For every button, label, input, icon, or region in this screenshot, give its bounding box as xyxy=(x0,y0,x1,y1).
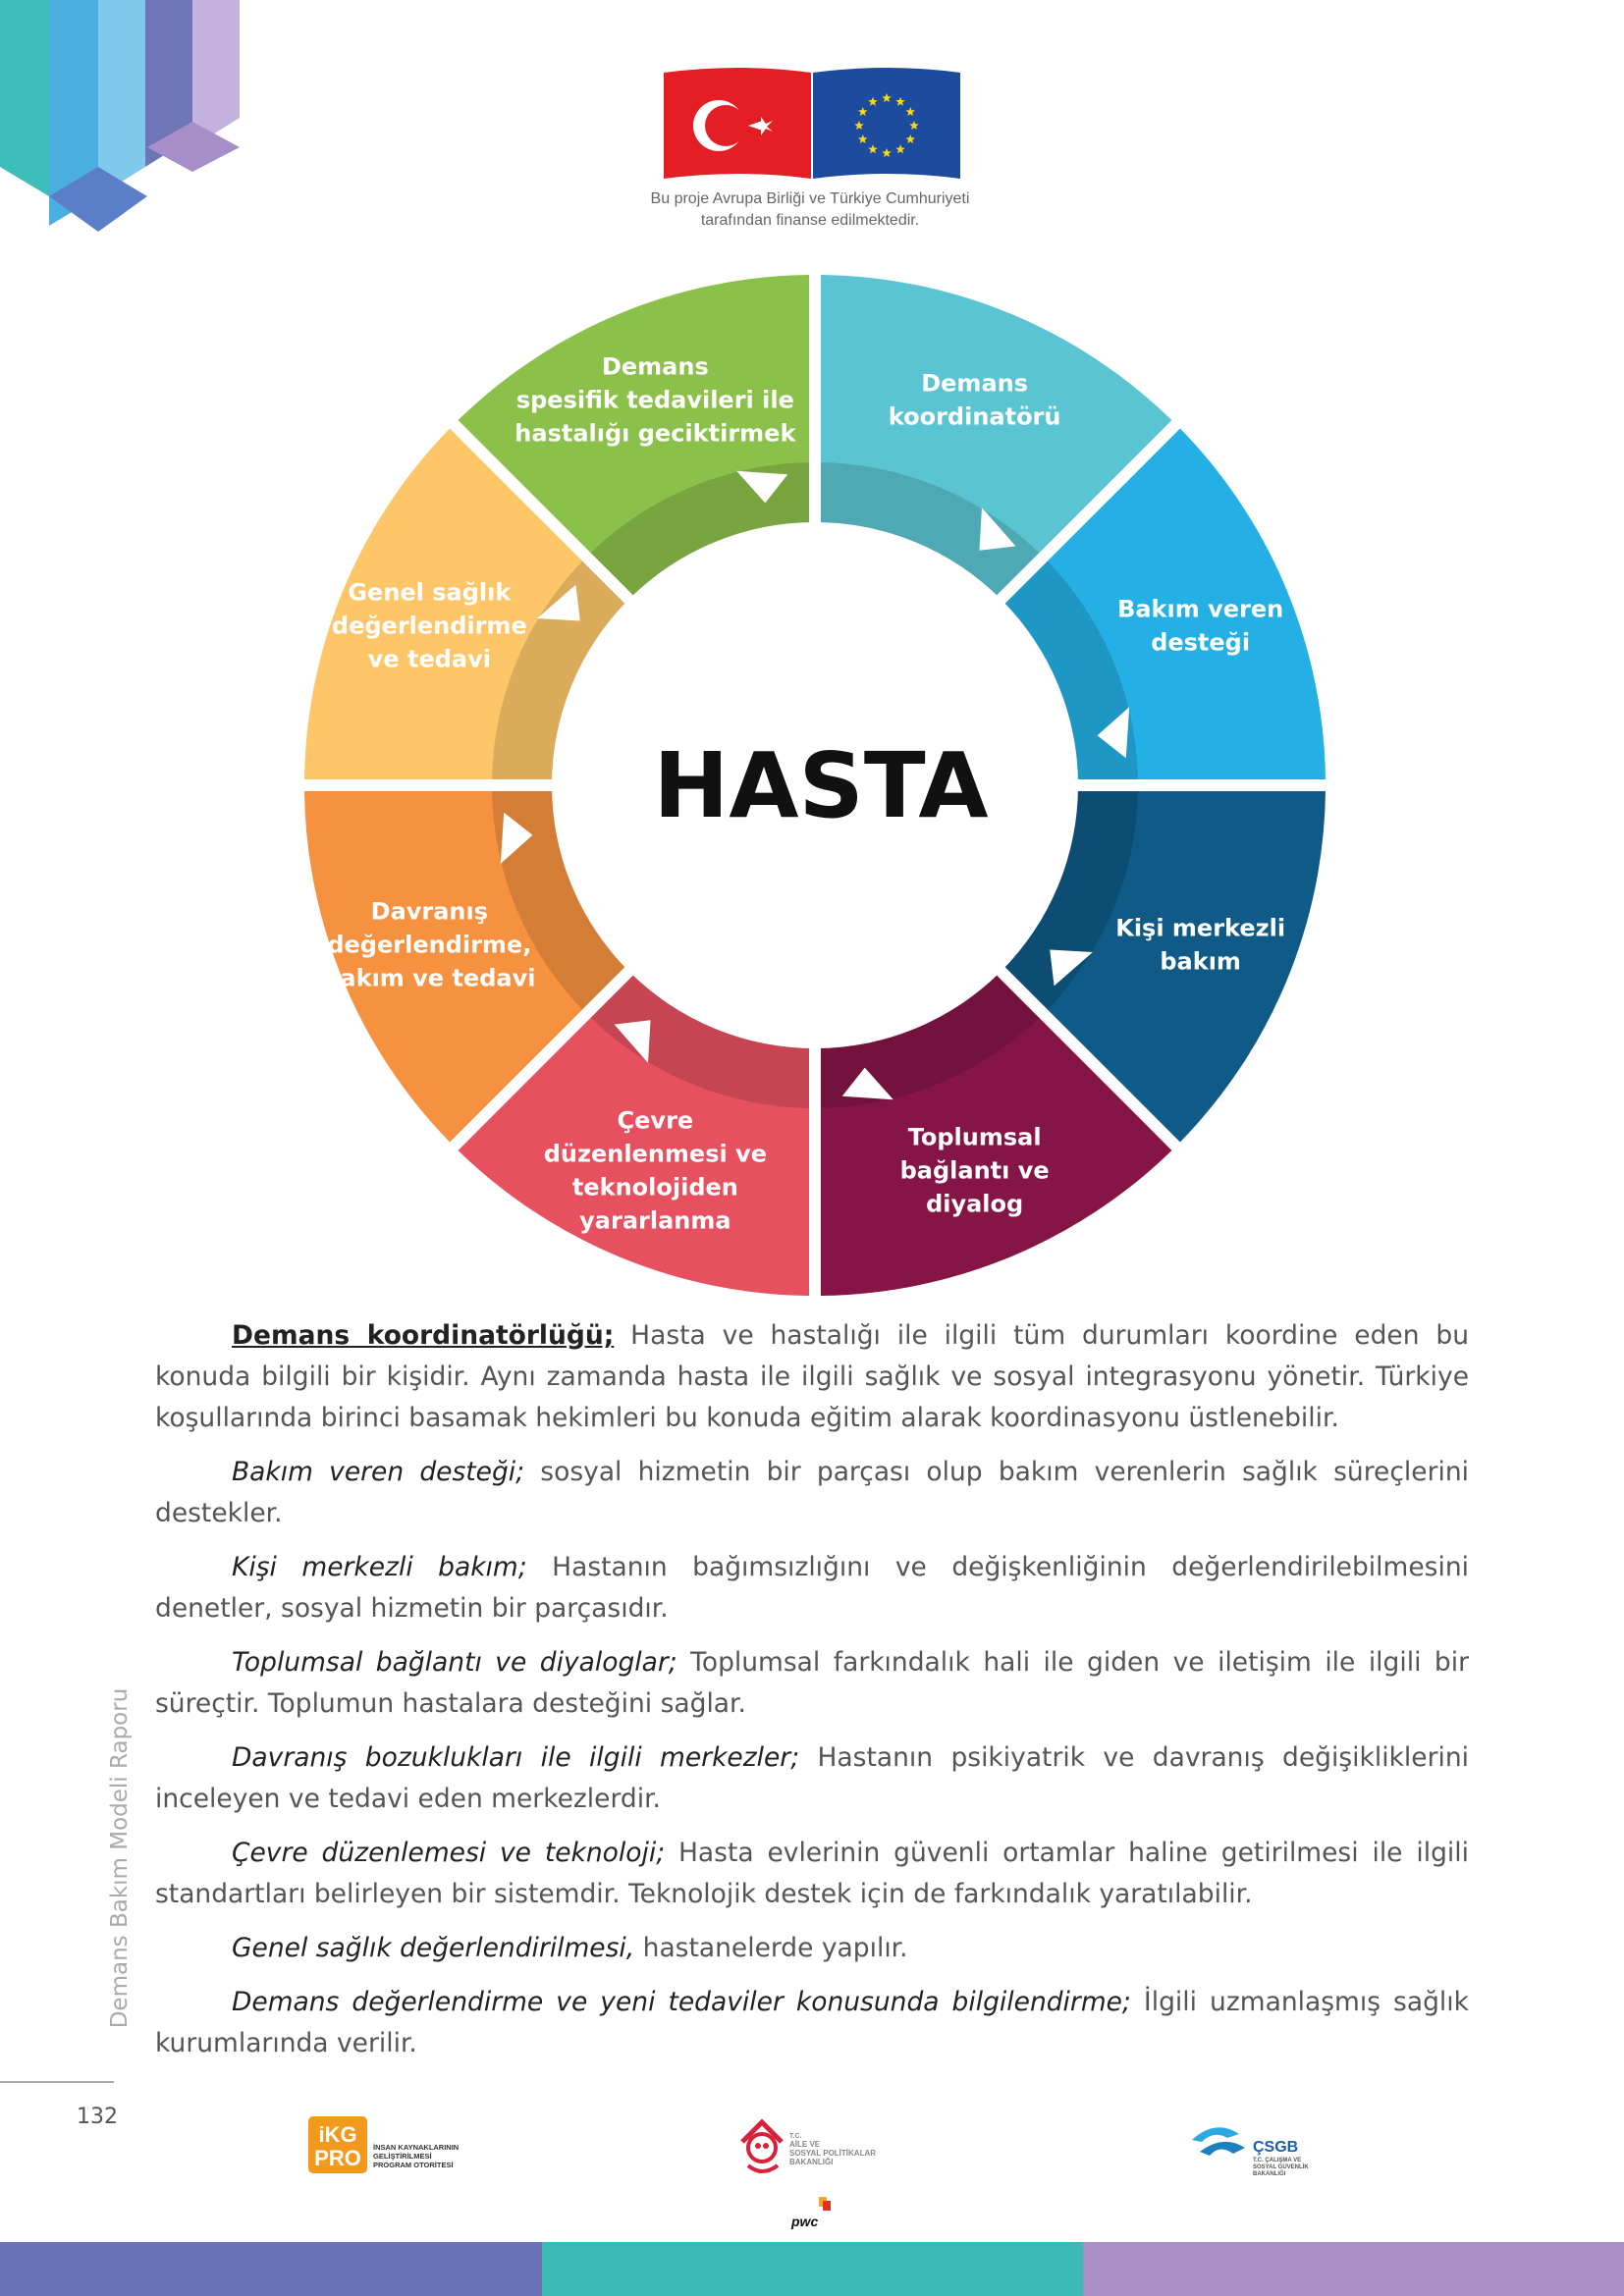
aile-caption-3: SOSYAL POLİTİKALAR xyxy=(789,2149,877,2158)
paragraph-term: Demans koordinatörlüğü; xyxy=(232,1320,615,1351)
wheel-segment-label-line: Bakım veren xyxy=(1117,595,1284,623)
aile-caption-4: BAKANLIĞI xyxy=(789,2158,834,2166)
aile-bakanligi-logo xyxy=(734,2112,892,2185)
wheel-segment-label-line: spesifik tedavileri ile xyxy=(515,386,794,414)
csgb-title: ÇSGB xyxy=(1253,2139,1299,2156)
paragraph-term: Kişi merkezli bakım; xyxy=(232,1552,527,1582)
paragraph-text: Hastanın bağımsızlığını ve değişkenliğinin değerlendirilebilmesini denetler, sosyal hizmetin bir parçasıdır. xyxy=(155,1552,1469,1624)
wheel-segment-label-line: diyalog xyxy=(926,1190,1024,1218)
ikg-caption-2: GELİŞTİRİLMESİ xyxy=(373,2152,432,2161)
wheel-segment-label-line: desteği xyxy=(1151,628,1251,657)
wheel-segment-label-line: Genel sağlık xyxy=(348,578,512,607)
bottom-color-bar xyxy=(0,2242,1624,2296)
wheel-segment-label-line: bakım ve tedavi xyxy=(323,964,536,992)
report-title-vertical: Demans Bakım Modeli Raporu xyxy=(107,1687,133,2029)
turkey-flag-icon xyxy=(664,68,811,179)
footer-logos xyxy=(0,2109,1624,2236)
paragraph-text: Hasta ve hastalığı ile ilgili tüm durumları koordine eden bu konuda bilgili bir kişidir. Aynı zamanda hasta ile ilgili sağlık ve sosyal integrasyonu yönetir. Türkiye koşullarında birinci basamak hekimleri bu konuda eğitim alarak koordinasyonu üstlenebilir. xyxy=(155,1320,1469,1433)
wheel-segment-label-line: Toplumsal xyxy=(907,1123,1042,1151)
eu-note-line-2: tarafından finanse edilmektedir. xyxy=(700,212,920,229)
hub-title: HASTA xyxy=(653,733,989,838)
eu-note-line-1: Bu proje Avrupa Birliği ve Türkiye Cumhuriyeti xyxy=(650,190,970,207)
paragraph xyxy=(155,1452,1469,1534)
body-text xyxy=(155,1315,1469,2077)
bottom-bar-left xyxy=(0,2242,542,2296)
ikg-pro-logo xyxy=(308,2112,475,2185)
pwc-text: pwc xyxy=(791,2214,819,2229)
eu-flag-icon xyxy=(813,68,960,179)
aile-caption-1: T.C. xyxy=(789,2133,802,2140)
paragraph-term: Toplumsal bağlantı ve diyaloglar; xyxy=(232,1647,677,1678)
paragraph-term: Bakım veren desteği; xyxy=(232,1457,525,1487)
paragraph-term: Demans değerlendirme ve yeni tedaviler konusunda bilgilendirme; xyxy=(232,1987,1131,2017)
wheel-segment-label-line: bağlantı ve xyxy=(899,1156,1050,1185)
aile-bakanligi-icon xyxy=(734,2112,892,2181)
wheel-segment-label-line: Kişi merkezli xyxy=(1115,914,1286,942)
csgb-caption-1: T.C. ÇALIŞMA VE xyxy=(1253,2158,1302,2163)
paragraph-text: Hastanın psikiyatrik ve davranış değişikliklerini inceleyen ve tedavi eden merkezlerdir. xyxy=(155,1742,1470,1814)
csgb-caption-3: BAKANLIĞI xyxy=(1253,2171,1286,2177)
wheel-segment-label-line: Davranış xyxy=(370,897,489,926)
paragraph xyxy=(155,1833,1469,1915)
pwc-icon xyxy=(785,2195,844,2234)
paragraph-text: sosyal hizmetin bir parçası olup bakım verenlerin sağlık süreçlerini destekler. xyxy=(155,1457,1469,1528)
ikg-caption-1: İNSAN KAYNAKLARININ xyxy=(373,2143,460,2152)
paragraph-text: hastanelerde yapılır. xyxy=(634,1933,908,1963)
wheel-segment-label-line: yararlanma xyxy=(579,1206,731,1235)
partner-flags xyxy=(662,67,962,185)
wheel-segment-label-line: Demans xyxy=(601,352,709,381)
wheel-segment-label-line: koordinatörü xyxy=(888,402,1061,431)
wheel-segment-label-line: Demans xyxy=(921,369,1029,398)
bottom-bar-right xyxy=(1083,2242,1624,2296)
sidebar-divider xyxy=(0,2081,114,2083)
bottom-bar-middle xyxy=(542,2242,1083,2296)
paragraph-term: Davranış bozuklukları ile ilgili merkezler; xyxy=(232,1742,800,1773)
wheel-segment-label-line: hastalığı geciktirmek xyxy=(514,419,796,448)
aile-caption-2: AİLE VE xyxy=(789,2140,821,2149)
wheel-segment-label-line: Çevre xyxy=(617,1106,694,1135)
csgb-icon xyxy=(1188,2112,1335,2181)
paragraph-text: İlgili uzmanlaşmış sağlık kurumlarında verilir. xyxy=(155,1987,1469,2058)
wheel-segment-label-line: değerlendirme xyxy=(331,612,527,640)
csgb-logo xyxy=(1188,2112,1335,2185)
ikg-top-text: iKG xyxy=(318,2122,357,2147)
paragraph-term: Çevre düzenlemesi ve teknoloji; xyxy=(232,1838,666,1868)
ikg-caption-3: PROGRAM OTORİTESİ xyxy=(373,2161,454,2169)
paragraph xyxy=(155,1642,1469,1725)
wheel-segment-label-line: değerlendirme, xyxy=(327,931,532,959)
ikg-pro-icon xyxy=(308,2112,475,2181)
paragraph-text: Toplumsal farkındalık hali ile giden ve iletişim ile ilgili bir süreçtir. Toplumun hastalara desteğini sağlar. xyxy=(155,1647,1470,1719)
care-model-wheel xyxy=(295,265,1335,1306)
corner-decoration xyxy=(0,0,245,236)
pwc-logo xyxy=(785,2195,844,2238)
ikg-bottom-text: PRO xyxy=(314,2146,361,2170)
wheel-segment-label-line: ve tedavi xyxy=(367,645,491,673)
paragraph xyxy=(155,1982,1469,2064)
wheel-segment-label-line: düzenlenmesi ve xyxy=(543,1140,767,1168)
paragraph xyxy=(155,1928,1469,1969)
paragraph-term: Genel sağlık değerlendirilmesi, xyxy=(232,1933,635,1963)
page-number: 132 xyxy=(77,2105,118,2129)
paragraph-text: Hasta evlerinin güvenli ortamlar haline getirilmesi ile ilgili standartları belirleyen bir sistemdir. Teknolojik destek için de farkındalık yaratılabilir. xyxy=(155,1838,1469,1909)
csgb-caption-2: SOSYAL GÜVENLİK xyxy=(1253,2164,1309,2170)
paragraph xyxy=(155,1547,1469,1629)
eu-funding-note xyxy=(550,188,1070,232)
paragraph xyxy=(155,1737,1469,1820)
wheel-segment-label-line: teknolojiden xyxy=(571,1173,738,1201)
paragraph xyxy=(155,1315,1469,1439)
wheel-segment-label-line: bakım xyxy=(1160,947,1241,976)
